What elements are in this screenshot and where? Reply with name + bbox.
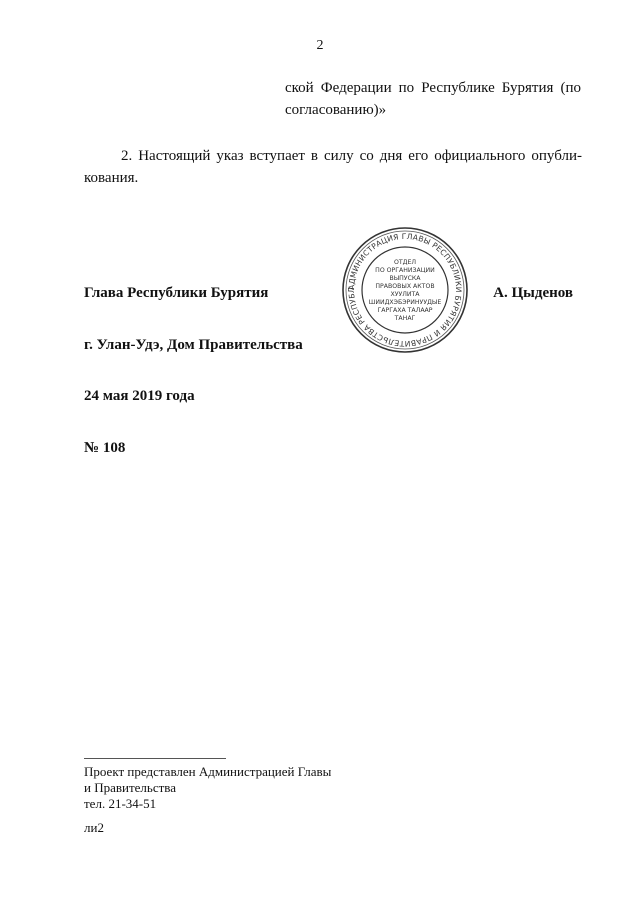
- official-seal: [340, 225, 470, 355]
- paragraph-2-line-1: 2. Настоящий указ вступает в силу со дня его официального опубли-: [121, 148, 582, 164]
- footer-line-2: и Правительства: [84, 780, 177, 795]
- seal-center-line: ОТДЕЛ: [393, 259, 417, 266]
- continuation-line-1: ской Федерации по Республике Бурятия (по: [285, 80, 581, 96]
- footer-code: ли2: [84, 820, 104, 835]
- decree-date: 24 мая 2019 года: [84, 388, 195, 404]
- decree-number: № 108: [84, 440, 126, 456]
- footer-line-1: Проект представлен Администрацией Главы: [84, 764, 332, 779]
- seal-center-line: ГАРГАХА ТАЛААР: [377, 307, 433, 314]
- footer-separator: [84, 758, 226, 759]
- seal-graphic: [340, 225, 470, 355]
- seal-center-line: ПО ОРГАНИЗАЦИИ: [375, 267, 435, 274]
- place-of-signing: г. Улан-Удэ, Дом Правительства: [84, 337, 303, 353]
- seal-center-line: ТАНАГ: [394, 315, 416, 322]
- continuation-line-2: согласованию)»: [285, 102, 387, 118]
- continuation-text: [285, 77, 581, 121]
- footer-phone: тел. 21-34-51: [84, 796, 157, 811]
- paragraph-2-line-2: кования.: [84, 170, 139, 186]
- signatory-position: Глава Республики Бурятия: [84, 285, 269, 301]
- seal-center-line: ХУУЛИТА: [390, 291, 420, 298]
- seal-center-line: ВЫПУСКА: [389, 275, 421, 282]
- seal-center-line: ПРАВОВЫХ АКТОВ: [375, 283, 435, 290]
- seal-center-line: ШИИДХЭБЭРИНУУДЫЕ: [368, 299, 442, 306]
- seal-ring-text: АДМИНИСТРАЦИЯ ГЛАВЫ РЕСПУБЛИКИ БУРЯТИЯ И ПРАВИТЕЛЬСТВА РЕСПУБЛ: [346, 231, 464, 349]
- signatory-name: А. Цыденов: [493, 285, 573, 301]
- page-number: 2: [316, 38, 324, 53]
- paragraph-2: [84, 145, 582, 189]
